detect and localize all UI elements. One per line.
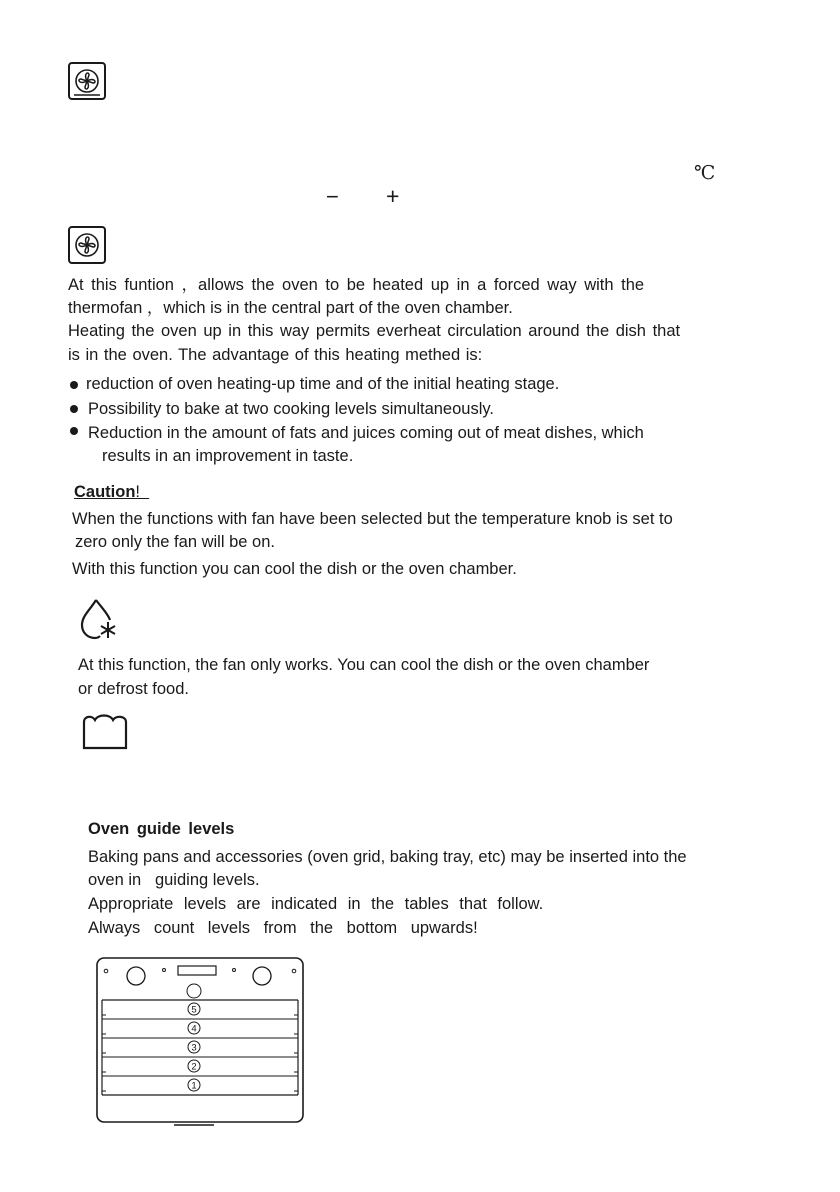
caution-line-2: zero only the fan will be on. xyxy=(75,533,275,551)
fan-icon xyxy=(70,228,104,262)
fan-bullet-1: reduction of oven heating-up time and of the initial heating stage. xyxy=(86,375,560,393)
oven-lamp xyxy=(187,984,201,998)
caution-heading xyxy=(74,484,149,501)
bread-icon xyxy=(80,712,132,752)
fan-text-line-2: thermofan ，which is in the central part of the oven chamber. xyxy=(68,299,513,317)
fan-bullet-2: Possibility to bake at two cooking levels simultaneously. xyxy=(88,400,494,418)
fan-bullet-3: Reduction in the amount of fats and juices coming out of meat dishes, which xyxy=(88,424,644,442)
guide-line-4: Always count levels from the bottom upwards! xyxy=(88,919,478,937)
oven-screw xyxy=(104,969,108,973)
oven-knob-left xyxy=(127,967,145,985)
level-label: 4 xyxy=(191,1023,197,1035)
fan-text-line-1: At this funtion ，allows the oven to be heated up in a forced way with the xyxy=(68,276,645,294)
fan-bullet-3-continuation: results in an improvement in taste. xyxy=(102,447,354,465)
bullet-dot xyxy=(70,381,78,389)
level-label: 3 xyxy=(191,1042,197,1054)
celsius-symbol: ℃ xyxy=(694,162,716,184)
oven-display xyxy=(178,966,216,975)
guide-line-2: oven in guiding levels. xyxy=(88,871,260,889)
level-label: 2 xyxy=(191,1061,197,1073)
level-label: 5 xyxy=(191,1004,197,1016)
caution-title: Caution xyxy=(74,483,136,501)
bullet-dot xyxy=(70,405,78,413)
oven-screw xyxy=(292,969,296,973)
minus-symbol: − xyxy=(326,184,339,209)
defrost-line-2: or defrost food. xyxy=(78,680,189,698)
fan-text-line-3: Heating the oven up in this way permits everheat circulation around the dish that xyxy=(68,322,681,340)
plus-symbol: + xyxy=(386,183,400,209)
bullet-dot xyxy=(70,427,78,435)
guide-line-3: Appropriate levels are indicated in the tables that follow. xyxy=(88,895,544,913)
defrost-icon xyxy=(78,596,120,642)
oven-diagram xyxy=(94,955,308,1131)
oven-body xyxy=(97,958,303,1122)
fan-text-line-4: is in the oven. The advantage of this heating methed is: xyxy=(68,346,483,364)
fan-icon xyxy=(70,64,104,98)
guide-levels-title: Oven guide levels xyxy=(88,820,235,838)
fan-mode-icon-top xyxy=(68,62,106,100)
oven-knob-right xyxy=(253,967,271,985)
caution-line-1: When the functions with fan have been selected but the temperature knob is set to xyxy=(72,510,673,528)
guide-line-1: Baking pans and accessories (oven grid, baking tray, etc) may be inserted into the xyxy=(88,848,687,866)
level-label: 1 xyxy=(191,1080,197,1092)
fan-mode-icon xyxy=(68,226,106,264)
defrost-line-1: At this function, the fan only works. You can cool the dish or the oven chamber xyxy=(78,656,650,674)
caution-exclamation: ! xyxy=(135,483,141,501)
caution-line-3: With this function you can cool the dish or the oven chamber. xyxy=(72,560,517,578)
